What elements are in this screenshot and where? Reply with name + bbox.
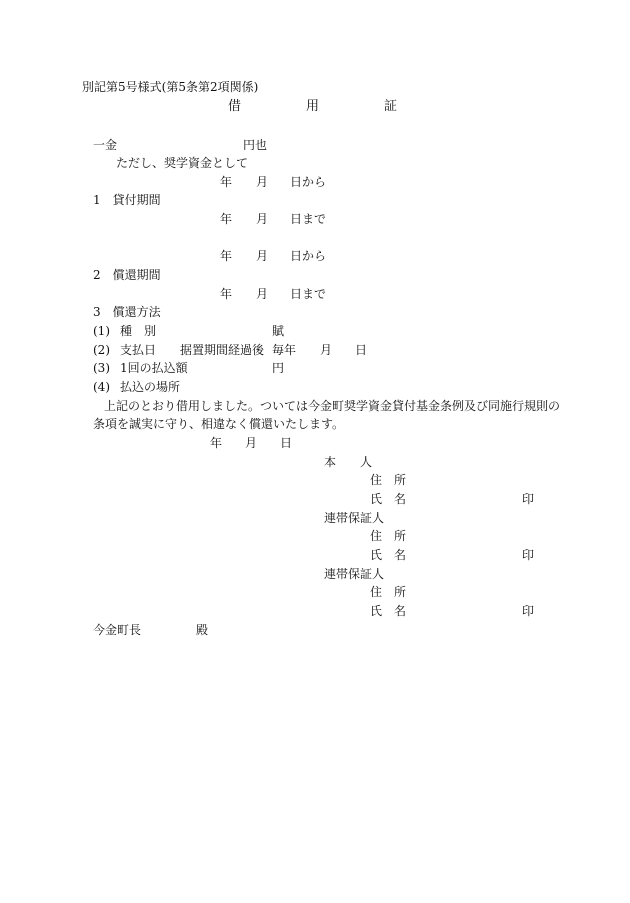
item-1-label: 種 別 (120, 324, 157, 338)
item-2-day: 日 (355, 343, 368, 357)
item-2-num: (2) (93, 343, 110, 357)
date-year: 年 (210, 436, 223, 450)
item-2-every: 毎年 (272, 343, 297, 357)
loan-from-day: 日から (290, 175, 327, 189)
guarantor-2-label: 連帯保証人 (324, 567, 385, 581)
guarantor-2-seal: 印 (522, 604, 535, 618)
statement-line-1: 上記のとおり借用しました。ついては今金町奨学資金貸付基金条例及び同施行規則の (104, 399, 561, 413)
repay-from-year: 年 (220, 249, 233, 263)
principal-label: 本 人 (324, 455, 373, 469)
title-char-1: 借 (228, 99, 242, 114)
item-2-label: 支払日 (120, 343, 157, 357)
loan-from-year: 年 (220, 175, 233, 189)
addressee-title: 今金町長 (93, 623, 142, 637)
principal-address-label: 住 所 (370, 473, 407, 487)
principal-name-label: 氏 名 (370, 492, 407, 506)
guarantor-1-label: 連帯保証人 (324, 511, 385, 525)
loan-period-label: 1 貸付期間 (93, 193, 161, 207)
statement-line-2: 条項を誠実に守り、相違なく償還いたします。 (93, 417, 345, 431)
guarantor-2-name-label: 氏 名 (370, 604, 407, 618)
loan-to-day: 日まで (290, 212, 327, 226)
loan-to-month: 月 (256, 212, 269, 226)
date-day: 日 (280, 436, 293, 450)
guarantor-1-address-label: 住 所 (370, 529, 407, 543)
item-3-num: (3) (93, 361, 110, 375)
repay-to-month: 月 (256, 287, 269, 301)
item-2-note: 据置期間経過後 (180, 343, 265, 357)
date-month: 月 (245, 436, 258, 450)
item-4-num: (4) (93, 380, 110, 394)
item-1-num: (1) (93, 324, 110, 338)
guarantor-1-seal: 印 (522, 548, 535, 562)
principal-seal: 印 (522, 492, 535, 506)
item-4-label: 払込の場所 (120, 380, 181, 394)
repay-to-year: 年 (220, 287, 233, 301)
item-1-value: 賦 (272, 324, 285, 338)
repay-from-month: 月 (256, 249, 269, 263)
item-3-label: 1回の払込額 (120, 361, 188, 375)
loan-to-year: 年 (220, 212, 233, 226)
loan-from-month: 月 (256, 175, 269, 189)
amount-purpose: ただし、奨学資金として (116, 156, 249, 170)
repay-period-label: 2 償還期間 (93, 268, 161, 282)
guarantor-1-name-label: 氏 名 (370, 548, 407, 562)
amount-prefix: 一金 (93, 138, 118, 152)
amount-suffix: 円也 (243, 138, 268, 152)
form-reference: 別記第5号様式(第5条第2項関係) (82, 80, 259, 94)
addressee-honorific: 殿 (196, 623, 209, 637)
title-char-3: 証 (384, 99, 398, 114)
guarantor-2-address-label: 住 所 (370, 585, 407, 599)
repay-method-label: 3 償還方法 (93, 305, 161, 319)
repay-to-day: 日まで (290, 287, 327, 301)
item-3-value: 円 (272, 361, 285, 375)
repay-from-day: 日から (290, 249, 327, 263)
item-2-month: 月 (320, 343, 333, 357)
title-char-2: 用 (306, 99, 320, 114)
